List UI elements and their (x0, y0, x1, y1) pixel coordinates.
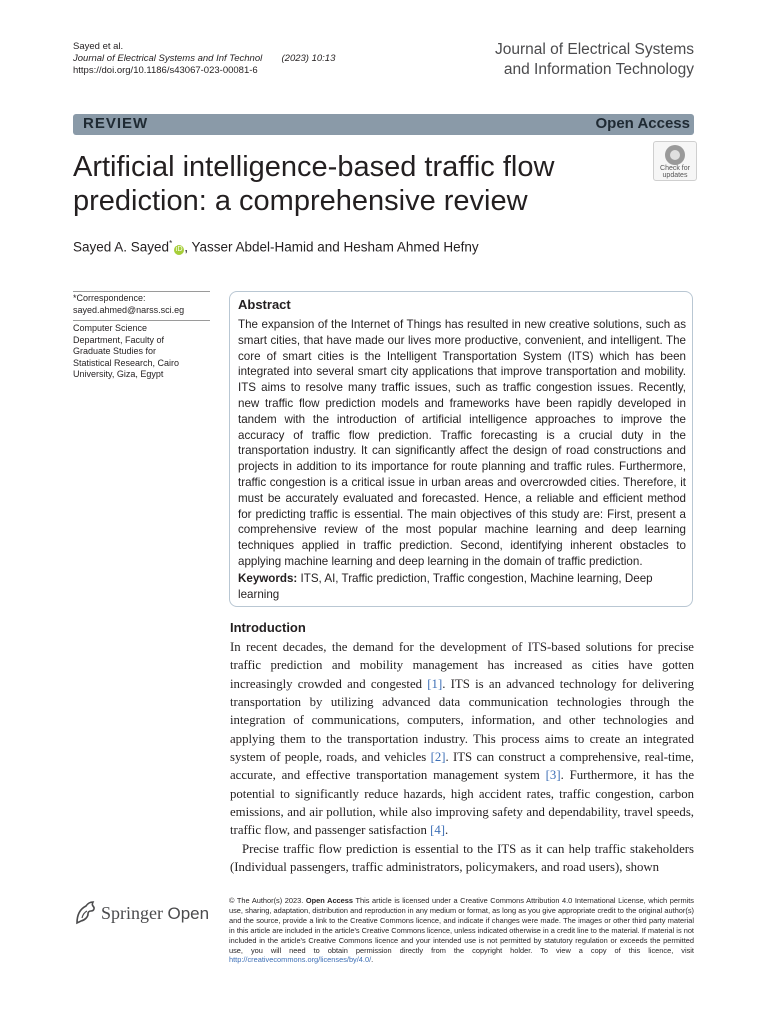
intro-p1-c: . ITS can construct a comprehensive, real-time, accurate, and effective transportation management system (230, 750, 694, 783)
publisher-word-springer: Springer (101, 903, 163, 923)
journal-name-line2: and Information Technology (503, 61, 694, 78)
authors-rest: , Yasser Abdel-Hamid and Hesham Ahmed Hefny (184, 239, 479, 255)
correspondence-label: *Correspondence: (73, 293, 146, 303)
publisher-name (101, 903, 209, 924)
license-end: . (371, 955, 374, 965)
publisher-word-open: Open (167, 904, 210, 923)
abstract-heading: Abstract (238, 297, 291, 312)
header-doi-link[interactable]: https://doi.org/10.1186/s43067-023-00081-6 (73, 65, 258, 76)
sidebar-rule-middle (73, 320, 210, 321)
journal-name-line1: Journal of Electrical Systems (495, 41, 694, 58)
review-label: REVIEW (83, 115, 149, 132)
citation-1[interactable]: [1] (427, 676, 443, 691)
article-title: Artificial intelligence-based traffic flow prediction: a comprehensive review (73, 151, 555, 217)
crossmark-icon (665, 145, 685, 165)
header-authors: Sayed et al. (73, 41, 124, 52)
intro-p1-e: . (444, 823, 449, 838)
intro-p1-a: In recent decades, the demand for the development of ITS-based solutions for precise traffic prediction and mobility management has increased as cities have gotten increasingly crowded and congested (230, 640, 694, 691)
abstract-text: The expansion of the Internet of Things has resulted in new creative solutions, such as smart cities, that have made our lives more productive, convenient, and intelligent. The core of smart cities is the Intelligent Transportation System (ITS) which has been integrated into several smart city applications that improve transportation and mobility. ITS aims to resolve many traffic issues, such as traffic congestion issues. Recently, new traffic flow prediction models and frameworks have been rapidly developed in tandem with the introduction of artificial intelligence approaches to improve the accuracy of traffic flow prediction. Traffic forecasting is a crucial duty in the transportation industry. It can significantly affect the design of road constructions and projects in addition to its importance for route planning and traffic rules. Furthermore, traffic congestion is a critical issue in urban areas and overcrowded cities. Therefore, it must be accurately evaluated and forecasted. Hence, a reliable and efficient method for predicting traffic is essential. The main objectives of this study are: First, present a comprehensive review of the most popular machine learning and deep learning techniques applied in traffic prediction. Second, identifying inherent obstacles to applying machine learning and deep learning in the domain of traffic prediction. (238, 318, 686, 568)
check-for-updates-button[interactable] (653, 141, 697, 181)
correspondence-block (73, 293, 210, 316)
open-access-label: Open Access (595, 115, 690, 132)
intro-paragraph-1 (230, 638, 694, 840)
article-type-banner (73, 114, 694, 135)
citation-4[interactable]: [4] (430, 823, 445, 838)
intro-paragraph-2: Precise traffic flow prediction is essential to the ITS as it can help traffic stakeholders (Individual passengers, traffic administrators, policymakers, and road users), shown (230, 841, 694, 875)
license-link[interactable]: http://creativecommons.org/licenses/by/4.0/ (229, 955, 372, 965)
license-open-access: Open Access (305, 896, 354, 905)
intro-p1-d: . Furthermore, it has the potential to significantly reduce hazards, high accident rates, traffic congestion, carbon emissions, and air pollution, while also improving safety and dependability, travel speeds, traffic flow, and passenger satisfaction (230, 768, 694, 838)
keywords (238, 571, 686, 603)
author-sayed[interactable]: Sayed A. Sayed (73, 239, 170, 255)
affiliation: Computer Science Department, Faculty of Graduate Studies for Statistical Research, Cairo University, Giza, Egypt (73, 323, 180, 379)
springer-horse-icon (73, 899, 97, 925)
introduction-body (230, 638, 694, 876)
journal-name (495, 40, 694, 80)
license-text: This article is licensed under a Creative Commons Attribution 4.0 International License, which permits use, sharing, adaptation, distribution and reproduction in any medium or format, as long as you give appropriate credit to the original author(s) and the source, provide a link to the Creative Commons licence, and indicate if changes were made. The images or other third party material in this article are included in the article's Creative Commons licence, unless indicated otherwise in a credit line to the material. If material is not included in the article's Creative Commons licence and your intended use is not permitted by statutory regulation or exceeds the permitted use, you will need to obtain permission directly from the copyright holder. To view a copy of this licence, visit (229, 896, 694, 955)
license-statement (229, 896, 694, 965)
running-header (73, 41, 335, 77)
header-year-volume: (2023) 10:13 (281, 53, 336, 64)
keywords-list: ITS, AI, Traffic prediction, Traffic congestion, Machine learning, Deep learning (238, 572, 653, 601)
crossmark-line1: Check for (660, 165, 690, 172)
license-prefix: © The Author(s) 2023. (229, 896, 306, 905)
orcid-icon[interactable]: iD (175, 245, 183, 253)
citation-3[interactable]: [3] (545, 768, 561, 783)
author-list (73, 239, 479, 255)
header-journal-abbrev: Journal of Electrical Systems and Inf Technol (73, 53, 263, 64)
intro-p1-b: . ITS is an advanced technology for delivering transportation by utilizing advanced data communication technologies through the integration of communications, computers, information, and other technologies and applying them to the transportation industry. This process aims to create an integrated system of people, roads, and vehicles (230, 676, 694, 765)
introduction-heading: Introduction (230, 620, 306, 635)
keywords-label: Keywords: (238, 572, 298, 585)
corresponding-mark: * (169, 239, 173, 248)
sidebar-rule-top (73, 291, 210, 292)
correspondence-email[interactable]: sayed.ahmed@narss.sci.eg (73, 304, 185, 315)
crossmark-line2: updates (662, 172, 688, 179)
citation-2[interactable]: [2] (430, 750, 446, 765)
